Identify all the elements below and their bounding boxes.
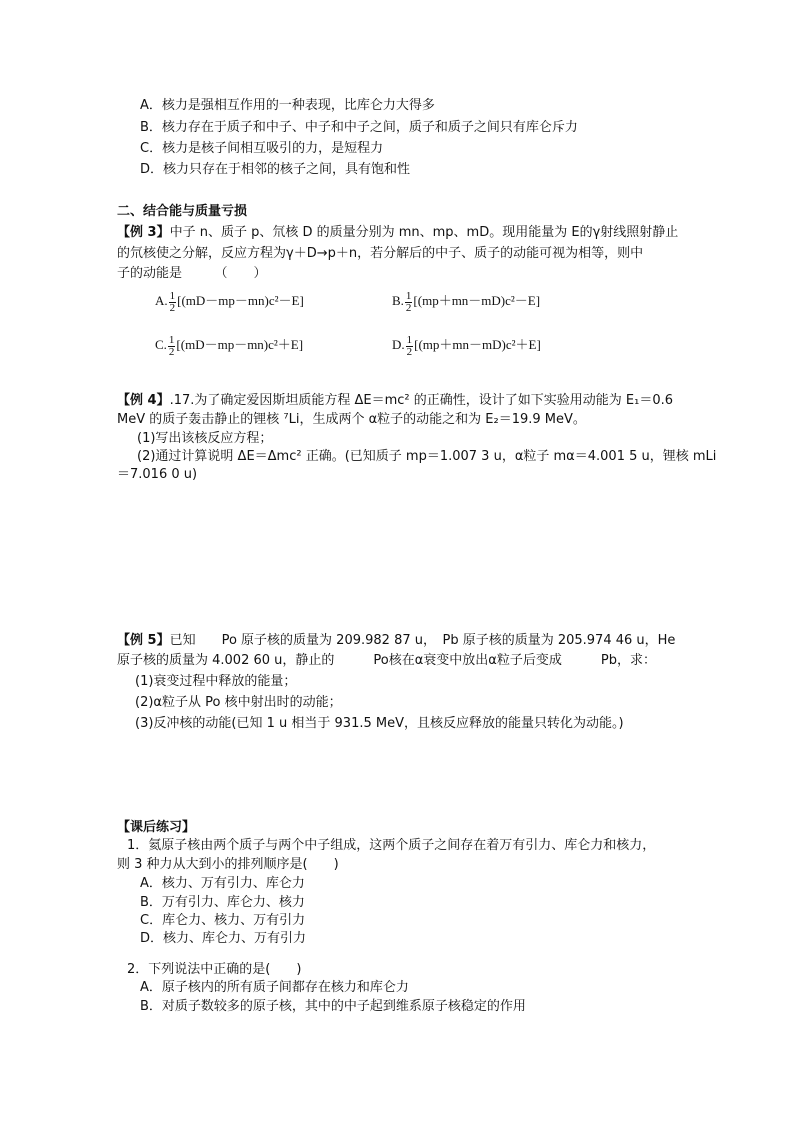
example-4-tag: 【例 4】 [117,393,170,408]
fraction-denominator: 2 [168,345,175,358]
example-3-option-d [392,334,541,358]
option-letter: A. [155,293,168,308]
fraction-denominator: 2 [169,301,176,314]
example-4-line-1 [117,393,673,409]
fraction-numerator: 1 [405,289,412,302]
fraction-numerator: 1 [168,333,175,346]
fraction-numerator: 1 [169,289,176,302]
q1-option-c: C．库仑力、核力、万有引力 [140,913,306,928]
fraction [168,335,176,358]
fraction [169,291,177,314]
option-expression: [(mp＋mn－mD)c²－E] [413,293,541,308]
fraction [406,335,414,358]
q1-line-2: 则 3 种力从大到小的排列顺序是( ) [117,857,339,872]
option-c: C．核力是核子间相互吸引的力，是短程力 [140,141,384,156]
example-3-line-1 [117,225,678,241]
q1-option-b: B．万有引力、库仑力、核力 [140,895,305,910]
example-3-text-1: 中子 n、质子 p、氘核 D 的质量分别为 mn、mp、mD。现用能量为 E的γ射线照射静止 [169,225,679,240]
example-4-line-5: ＝7.016 0 u) [117,467,198,482]
example-5-line-2: 原子核的质量为 4.002 60 u，静止的 Po核在α衰变中放出α粒子后变成 Pb，求： [117,653,656,668]
option-letter: C. [155,337,167,352]
example-5-text-1: 已知 Po 原子核的质量为 209.982 87 u， Pb 原子核的质量为 205.974 46 u，He [169,633,676,648]
q2-line-1: 2．下列说法中正确的是( ) [127,962,302,977]
homework-title: 【课后练习】 [117,820,196,835]
option-a: A．核力是强相互作用的一种表现，比库仑力大得多 [140,98,435,113]
example-3-option-c [155,334,303,358]
example-5-tag: 【例 5】 [117,633,170,648]
example-4-line-4: (2)通过计算说明 ΔE＝Δmc² 正确。(已知质子 mp＝1.007 3 u，α粒子 mα＝4.001 5 u，锂核 mLi [137,449,717,464]
example-4-text-1: .17.为了确定爱因斯坦质能方程 ΔE＝mc² 的正确性，设计了如下实验用动能为 E₁＝0.6 [169,393,674,408]
example-5-line-1 [117,633,675,649]
fraction [405,291,413,314]
section-title: 二、结合能与质量亏损 [117,204,248,219]
example-4-line-2: MeV 的质子轰击静止的锂核 ⁷Li，生成两个 α粒子的动能之和为 E₂＝19.9 MeV。 [117,412,586,427]
q1-option-a: A．核力、万有引力、库仑力 [140,876,305,891]
q2-option-a: A．原子核内的所有质子间都存在核力和库仑力 [140,980,409,995]
example-3-line-3: 子的动能是 （ ） [117,266,267,281]
example-3-line-2: 的氘核使之分解，反应方程为γ＋D→p＋n，若分解后的中子、质子的动能可视为相等，则中 [117,246,644,261]
fraction-denominator: 2 [406,345,413,358]
example-3-option-a [155,290,304,314]
fraction-numerator: 1 [406,333,413,346]
q1-option-d: D．核力、库仑力、万有引力 [140,931,307,946]
example-5-line-4: (2)α粒子从 Po 核中射出时的动能； [135,695,342,710]
example-3-option-b [392,290,540,314]
q2-option-b: B．对质子数较多的原子核，其中的中子起到维系原子核稳定的作用 [140,999,526,1014]
option-d: D．核力只存在于相邻的核子之间，具有饱和性 [140,162,411,177]
option-letter: B. [392,293,404,308]
q1-line-1: 1．氦原子核由两个质子与两个中子组成，这两个质子之间存在着万有引力、库仑力和核力， [127,838,656,853]
example-5-line-5: (3)反冲核的动能(已知 1 u 相当于 931.5 MeV，且核反应释放的能量只转化为动能。) [135,716,624,731]
example-5-line-3: (1)衰变过程中释放的能量； [135,674,297,689]
example-3-tag: 【例 3】 [117,225,170,240]
option-expression: [(mD－mp－mn)c²＋E] [176,337,304,352]
option-b: B．核力存在于质子和中子、中子和中子之间，质子和质子之间只有库仑斥力 [140,120,578,135]
fraction-denominator: 2 [405,301,412,314]
option-expression: [(mp＋mn－mD)c²＋E] [414,337,541,352]
option-expression: [(mD－mp－mn)c²－E] [177,293,304,308]
option-letter: D. [392,337,405,352]
example-4-line-3: (1)写出该核反应方程； [137,431,273,446]
